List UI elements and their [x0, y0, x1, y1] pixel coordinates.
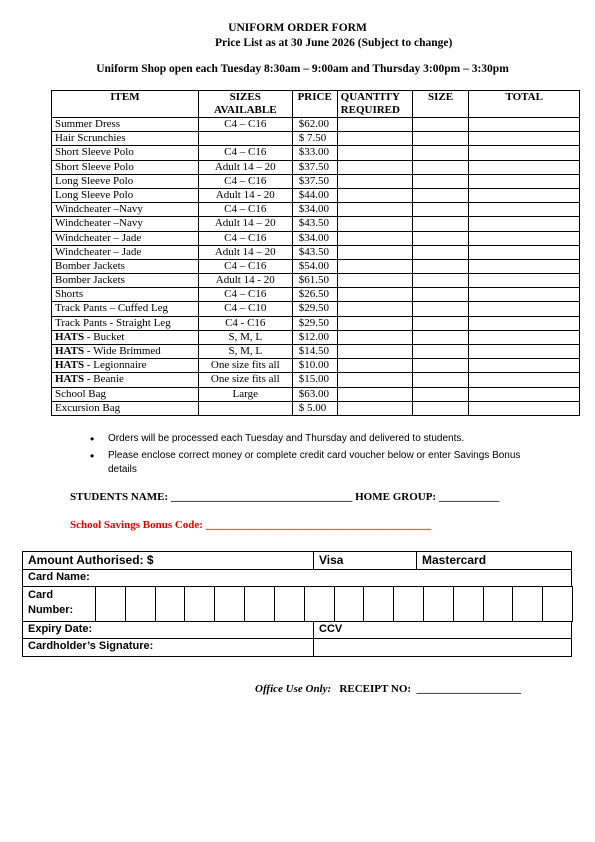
- col-header-price: PRICE: [292, 91, 337, 118]
- item-sizes: C4 – C16: [198, 259, 292, 273]
- table-row: [52, 217, 580, 231]
- item-name: Long Sleeve Polo: [52, 188, 199, 202]
- total-cell[interactable]: [469, 203, 580, 217]
- savings-bonus-label: School Savings Bonus Code:: [70, 519, 203, 531]
- item-price: $37.50: [292, 160, 337, 174]
- card-digit-box[interactable]: [423, 586, 454, 622]
- total-cell[interactable]: [469, 174, 580, 188]
- item-sizes: One size fits all: [198, 359, 292, 373]
- item-price: $34.00: [292, 203, 337, 217]
- item-price: $33.00: [292, 146, 337, 160]
- total-cell[interactable]: [469, 387, 580, 401]
- item-name: Excursion Bag: [52, 401, 199, 415]
- total-cell[interactable]: [469, 132, 580, 146]
- item-price: $15.00: [292, 373, 337, 387]
- size-cell[interactable]: [412, 259, 469, 273]
- table-row: [52, 330, 580, 344]
- item-name: Bomber Jackets: [52, 259, 199, 273]
- card-digit-box[interactable]: [95, 586, 126, 622]
- total-cell[interactable]: [469, 146, 580, 160]
- item-name: HATS - Legionnaire: [52, 359, 199, 373]
- quantity-cell[interactable]: [337, 174, 412, 188]
- table-row: [52, 302, 580, 316]
- item-sizes: Adult 14 – 20: [198, 217, 292, 231]
- item-price: $29.50: [292, 316, 337, 330]
- quantity-cell[interactable]: [337, 203, 412, 217]
- total-cell[interactable]: [469, 330, 580, 344]
- quantity-cell[interactable]: [337, 217, 412, 231]
- visa-option[interactable]: Visa: [313, 551, 417, 570]
- item-name: Windcheater –Navy: [52, 203, 199, 217]
- item-sizes: S, M, L: [198, 330, 292, 344]
- item-price: $29.50: [292, 302, 337, 316]
- item-name: Windcheater –Navy: [52, 217, 199, 231]
- quantity-cell[interactable]: [337, 316, 412, 330]
- quantity-cell[interactable]: [337, 401, 412, 415]
- size-cell[interactable]: [412, 330, 469, 344]
- total-cell[interactable]: [469, 231, 580, 245]
- item-name: Hair Scrunchies: [52, 132, 199, 146]
- table-row: [52, 231, 580, 245]
- quantity-cell[interactable]: [337, 373, 412, 387]
- size-cell[interactable]: [412, 345, 469, 359]
- table-row: [52, 259, 580, 273]
- col-header-quantity: QUANTITY REQUIRED: [337, 91, 412, 118]
- item-name: Windcheater – Jade: [52, 231, 199, 245]
- item-name: Long Sleeve Polo: [52, 174, 199, 188]
- card-digit-box[interactable]: [155, 586, 186, 622]
- order-notes: [88, 432, 538, 480]
- quantity-cell[interactable]: [337, 160, 412, 174]
- size-cell[interactable]: [412, 203, 469, 217]
- item-name: Short Sleeve Polo: [52, 146, 199, 160]
- card-digit-box[interactable]: [304, 586, 335, 622]
- signature-blank[interactable]: [313, 638, 572, 657]
- col-header-total: TOTAL: [469, 91, 580, 118]
- item-price: $43.50: [292, 217, 337, 231]
- quantity-cell[interactable]: [337, 231, 412, 245]
- item-sizes: C4 – C16: [198, 288, 292, 302]
- quantity-cell[interactable]: [337, 245, 412, 259]
- quantity-cell[interactable]: [337, 188, 412, 202]
- receipt-field[interactable]: ___________________: [416, 683, 522, 695]
- card-digit-box[interactable]: [334, 586, 365, 622]
- credit-card-voucher: [22, 551, 572, 657]
- item-sizes: S, M, L: [198, 345, 292, 359]
- table-header-row: [52, 91, 580, 118]
- total-cell[interactable]: [469, 160, 580, 174]
- student-name-label: STUDENTS NAME:: [70, 491, 169, 503]
- card-digit-box[interactable]: [453, 586, 484, 622]
- item-sizes: C4 – C16: [198, 203, 292, 217]
- card-name-field[interactable]: Card Name:: [22, 569, 572, 587]
- size-cell[interactable]: [412, 359, 469, 373]
- item-price: $37.50: [292, 174, 337, 188]
- item-sizes: C4 – C16: [198, 118, 292, 132]
- total-cell[interactable]: [469, 401, 580, 415]
- table-row: [52, 146, 580, 160]
- table-row: [52, 160, 580, 174]
- size-cell[interactable]: [412, 160, 469, 174]
- size-cell[interactable]: [412, 274, 469, 288]
- item-price: $26.50: [292, 288, 337, 302]
- item-sizes: Large: [198, 387, 292, 401]
- total-cell[interactable]: [469, 373, 580, 387]
- item-price: $12.00: [292, 330, 337, 344]
- total-cell[interactable]: [469, 118, 580, 132]
- card-digit-box[interactable]: [393, 586, 424, 622]
- item-sizes: Adult 14 - 20: [198, 188, 292, 202]
- table-row: [52, 274, 580, 288]
- student-name-field[interactable]: _________________________________: [170, 491, 353, 503]
- price-list-date: Price List as at 30 June 2026 (Subject to change): [215, 37, 453, 49]
- size-cell[interactable]: [412, 132, 469, 146]
- mastercard-option[interactable]: Mastercard: [416, 551, 572, 570]
- card-digit-box[interactable]: [363, 586, 394, 622]
- ccv-field[interactable]: CCV: [313, 621, 572, 639]
- table-row: [52, 359, 580, 373]
- item-sizes: Adult 14 – 20: [198, 245, 292, 259]
- item-sizes: C4 – C16: [198, 231, 292, 245]
- total-cell[interactable]: [469, 245, 580, 259]
- item-name: School Bag: [52, 387, 199, 401]
- item-sizes: C4 – C16: [198, 146, 292, 160]
- col-header-sizes: SIZES AVAILABLE: [198, 91, 292, 118]
- col-header-size: SIZE: [412, 91, 469, 118]
- total-cell[interactable]: [469, 188, 580, 202]
- item-sizes: One size fits all: [198, 373, 292, 387]
- size-cell[interactable]: [412, 174, 469, 188]
- quantity-cell[interactable]: [337, 274, 412, 288]
- item-price: $10.00: [292, 359, 337, 373]
- item-price: $62.00: [292, 118, 337, 132]
- item-name: HATS - Bucket: [52, 330, 199, 344]
- table-row: [52, 316, 580, 330]
- expiry-date-field[interactable]: Expiry Date:: [22, 621, 314, 639]
- size-cell[interactable]: [412, 118, 469, 132]
- table-row: [52, 174, 580, 188]
- card-digit-box[interactable]: [274, 586, 305, 622]
- table-row: [52, 288, 580, 302]
- quantity-cell[interactable]: [337, 387, 412, 401]
- quantity-cell[interactable]: [337, 345, 412, 359]
- shop-hours: Uniform Shop open each Tuesday 8:30am – 9:00am and Thursday 3:00pm – 3:30pm: [96, 63, 509, 75]
- form-title: UNIFORM ORDER FORM: [228, 22, 367, 34]
- table-row: [52, 118, 580, 132]
- item-sizes: C4 – C10: [198, 302, 292, 316]
- size-cell[interactable]: [412, 188, 469, 202]
- card-digit-box[interactable]: [542, 586, 573, 622]
- table-row: [52, 132, 580, 146]
- quantity-cell[interactable]: [337, 288, 412, 302]
- item-name: Track Pants – Cuffed Leg: [52, 302, 199, 316]
- total-cell[interactable]: [469, 345, 580, 359]
- home-group-label: HOME GROUP:: [355, 491, 437, 503]
- office-use-line: [255, 683, 521, 695]
- item-sizes: [198, 401, 292, 415]
- card-number-label: Card Number:: [22, 586, 96, 622]
- item-name: HATS - Wide Brimmed: [52, 345, 199, 359]
- item-sizes: Adult 14 – 20: [198, 160, 292, 174]
- office-use-label: Office Use Only:: [255, 683, 332, 695]
- item-name: Track Pants - Straight Leg: [52, 316, 199, 330]
- item-sizes: C4 - C16: [198, 316, 292, 330]
- quantity-cell[interactable]: [337, 302, 412, 316]
- item-price: $34.00: [292, 231, 337, 245]
- total-cell[interactable]: [469, 274, 580, 288]
- size-cell[interactable]: [412, 288, 469, 302]
- total-cell[interactable]: [469, 217, 580, 231]
- signature-field[interactable]: Cardholder’s Signature:: [22, 638, 314, 657]
- total-cell[interactable]: [469, 302, 580, 316]
- home-group-field[interactable]: ___________: [438, 491, 500, 503]
- item-price: $61.50: [292, 274, 337, 288]
- item-name: Shorts: [52, 288, 199, 302]
- item-price: $ 5.00: [292, 401, 337, 415]
- item-price: $ 7.50: [292, 132, 337, 146]
- quantity-cell[interactable]: [337, 330, 412, 344]
- savings-bonus-field[interactable]: _________________________________________: [205, 519, 432, 531]
- item-name: Bomber Jackets: [52, 274, 199, 288]
- receipt-label: RECEIPT NO:: [339, 683, 412, 695]
- size-cell[interactable]: [412, 401, 469, 415]
- item-price: $44.00: [292, 188, 337, 202]
- price-table: [51, 90, 580, 416]
- size-cell[interactable]: [412, 231, 469, 245]
- card-digit-box[interactable]: [244, 586, 275, 622]
- amount-authorised-field[interactable]: Amount Authorised: $: [22, 551, 314, 570]
- card-digit-box[interactable]: [125, 586, 156, 622]
- card-digit-box[interactable]: [483, 586, 514, 622]
- total-cell[interactable]: [469, 259, 580, 273]
- savings-bonus-line: [70, 519, 431, 531]
- table-row: [52, 188, 580, 202]
- total-cell[interactable]: [469, 359, 580, 373]
- item-name: Short Sleeve Polo: [52, 160, 199, 174]
- quantity-cell[interactable]: [337, 146, 412, 160]
- quantity-cell[interactable]: [337, 259, 412, 273]
- size-cell[interactable]: [412, 245, 469, 259]
- item-name: Summer Dress: [52, 118, 199, 132]
- item-sizes: [198, 132, 292, 146]
- card-digit-box[interactable]: [184, 586, 215, 622]
- size-cell[interactable]: [412, 316, 469, 330]
- item-name: Windcheater – Jade: [52, 245, 199, 259]
- item-sizes: C4 – C16: [198, 174, 292, 188]
- total-cell[interactable]: [469, 288, 580, 302]
- table-row: [52, 373, 580, 387]
- card-digit-box[interactable]: [214, 586, 245, 622]
- student-details-line: [70, 491, 499, 503]
- table-row: [52, 401, 580, 415]
- table-row: [52, 345, 580, 359]
- total-cell[interactable]: [469, 316, 580, 330]
- size-cell[interactable]: [412, 217, 469, 231]
- table-row: [52, 203, 580, 217]
- item-price: $63.00: [292, 387, 337, 401]
- table-row: [52, 387, 580, 401]
- item-price: $54.00: [292, 259, 337, 273]
- quantity-cell[interactable]: [337, 359, 412, 373]
- size-cell[interactable]: [412, 302, 469, 316]
- size-cell[interactable]: [412, 373, 469, 387]
- note-item: • Please enclose correct money or complete credit card voucher below or enter Savings Bonus details: [88, 449, 538, 478]
- quantity-cell[interactable]: [337, 118, 412, 132]
- col-header-item: ITEM: [52, 91, 199, 118]
- size-cell[interactable]: [412, 146, 469, 160]
- card-digit-box[interactable]: [512, 586, 543, 622]
- size-cell[interactable]: [412, 387, 469, 401]
- item-price: $43.50: [292, 245, 337, 259]
- table-row: [52, 245, 580, 259]
- item-sizes: Adult 14 - 20: [198, 274, 292, 288]
- item-name: HATS - Beanie: [52, 373, 199, 387]
- quantity-cell[interactable]: [337, 132, 412, 146]
- item-price: $14.50: [292, 345, 337, 359]
- note-item: • Orders will be processed each Tuesday and Thursday and delivered to students.: [88, 432, 538, 447]
